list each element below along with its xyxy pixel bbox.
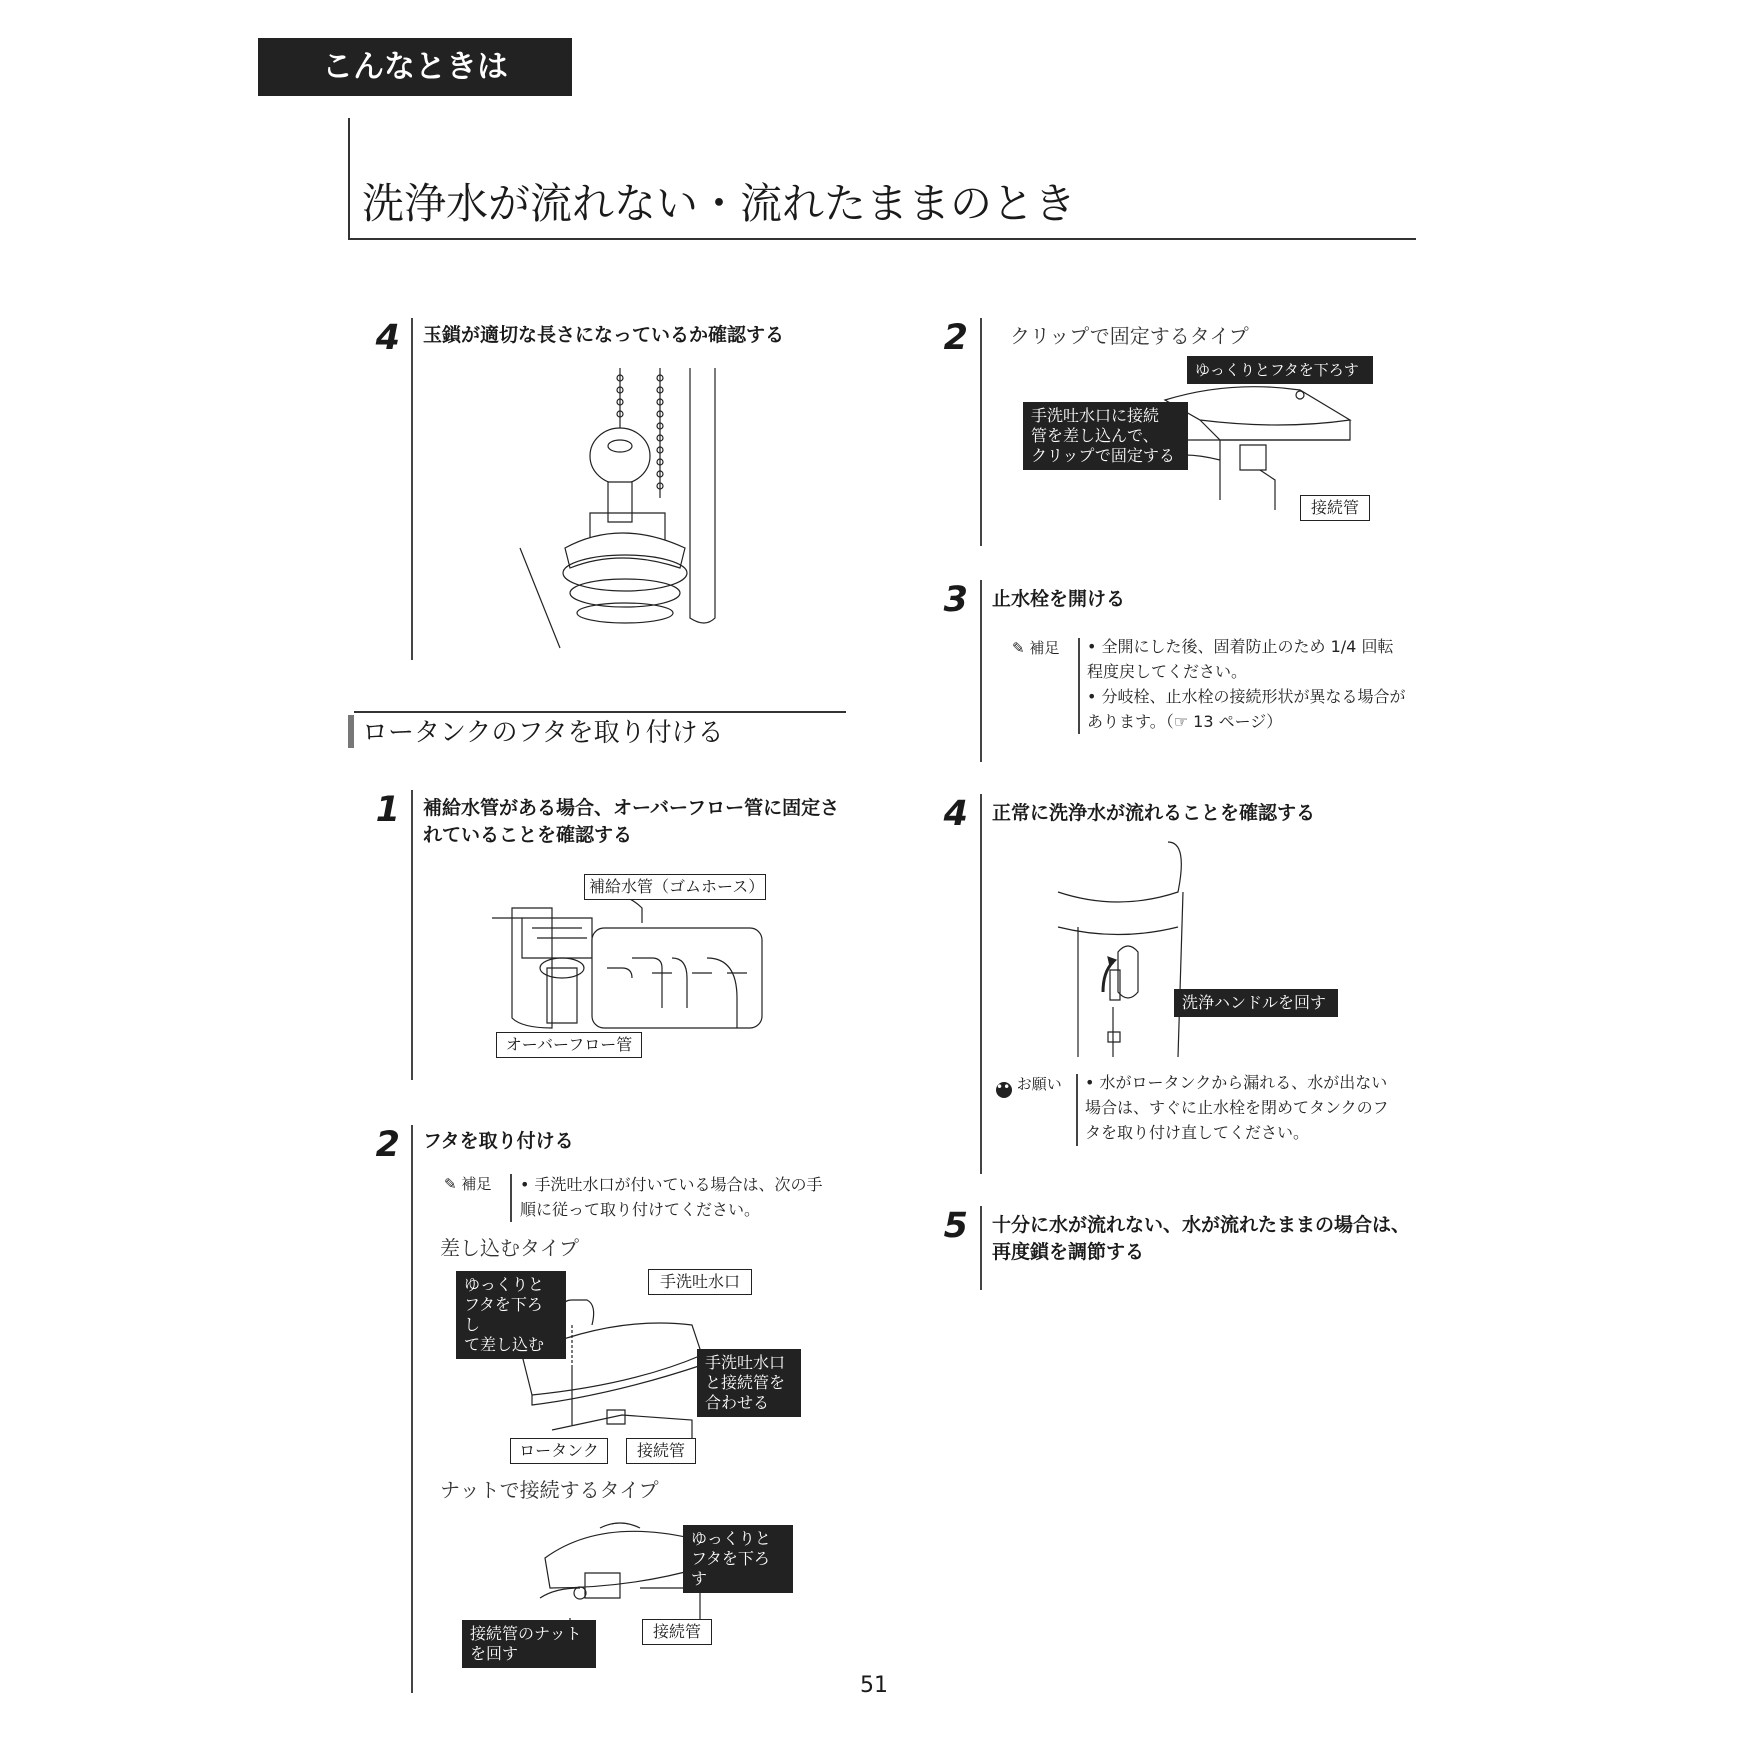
step-rule xyxy=(980,318,982,546)
pencil-icon: ✎ xyxy=(1012,639,1025,657)
step-title: 玉鎖が適切な長さになっているか確認する xyxy=(423,324,785,346)
step-number: 4 xyxy=(943,794,968,834)
step-rule xyxy=(411,1125,413,1693)
callout-dark: 手洗吐水口 と接続管を 合わせる xyxy=(697,1349,801,1417)
note-rule xyxy=(1076,1074,1078,1146)
step-number: 3 xyxy=(943,580,968,620)
note-label xyxy=(996,1072,1062,1098)
section-heading-bar xyxy=(348,715,354,748)
step-title: 補給水管がある場合、オーバーフロー管に固定されていることを確認する xyxy=(423,797,840,846)
page-number: 51 xyxy=(860,1673,888,1698)
note-label-text: 補足 xyxy=(461,1175,492,1193)
note-text: • 分岐栓、止水栓の接続形状が異なる場合があります。（☞ 13 ページ） xyxy=(1087,687,1406,731)
step-rule xyxy=(980,1206,982,1290)
callout-dark: 洗浄ハンドルを回す xyxy=(1174,989,1338,1017)
note-text: • 水がロータンクから漏れる、水が出ない場合は、すぐに止水栓を閉めてタンクのフタを取り付け直してください。 xyxy=(1085,1073,1389,1142)
step-rule xyxy=(411,790,413,1080)
title-rule-horizontal xyxy=(348,238,1416,240)
step-rule xyxy=(411,318,413,660)
callout-label: 補給水管（ゴムホース） xyxy=(584,874,766,900)
subheading: ナットで接続するタイプ xyxy=(440,1478,659,1502)
note-text: • 手洗吐水口が付いている場合は、次の手順に従って取り付けてください。 xyxy=(520,1175,823,1219)
note-label xyxy=(444,1172,491,1196)
title-rule-vertical xyxy=(348,118,350,239)
callout-label: 接続管 xyxy=(626,1438,696,1464)
note-rule xyxy=(510,1174,512,1222)
callout-label: 手洗吐水口 xyxy=(648,1269,752,1295)
section-heading-rule xyxy=(354,711,846,713)
section-heading: ロータンクのフタを取り付ける xyxy=(362,718,724,748)
callout-dark: ゆっくりとフタを下ろす xyxy=(1187,356,1373,384)
step-rule xyxy=(980,580,982,762)
step-number: 2 xyxy=(375,1125,400,1165)
subheading: クリップで固定するタイプ xyxy=(1010,324,1249,348)
callout-label: 接続管 xyxy=(642,1619,712,1645)
step-number: 4 xyxy=(375,318,400,358)
page-title: 洗浄水が流れない・流れたままのとき xyxy=(362,179,1077,228)
step-title: 十分に水が流れない、水が流れたままの場合は、再度鎖を調節する xyxy=(992,1214,1411,1263)
callout-label: ロータンク xyxy=(510,1438,608,1464)
note-text: • 全開にした後、固着防止のため 1/4 回転程度戻してください。 xyxy=(1087,637,1394,681)
note-label xyxy=(1012,636,1059,660)
pencil-icon: ✎ xyxy=(444,1175,457,1193)
note-rule xyxy=(1078,638,1080,734)
callout-label: オーバーフロー管 xyxy=(496,1032,642,1058)
step-rule xyxy=(980,794,982,1174)
step-title: 止水栓を開ける xyxy=(992,588,1126,610)
attention-icon: ••• xyxy=(996,1082,1012,1098)
chain-valve-illustration xyxy=(520,368,730,658)
flush-handle-illustration xyxy=(1058,842,1188,1057)
callout-dark: 手洗吐水口に接続 管を差し込んで、 クリップで固定する xyxy=(1023,402,1188,470)
note-label-text: お願い xyxy=(1016,1075,1062,1093)
note-label-text: 補足 xyxy=(1029,639,1060,657)
clip-type-illustration xyxy=(1160,380,1356,510)
section-tab: こんなときは xyxy=(258,38,572,96)
step-number: 2 xyxy=(943,318,968,358)
callout-label: 接続管 xyxy=(1300,495,1370,521)
callout-dark: ゆっくりと フタを下ろす xyxy=(683,1525,793,1593)
step-title: 正常に洗浄水が流れることを確認する xyxy=(992,802,1316,824)
callout-dark: ゆっくりと フタを下ろし て差し込む xyxy=(456,1271,566,1359)
step-number: 5 xyxy=(943,1206,968,1246)
callout-dark: 接続管のナット を回す xyxy=(462,1620,596,1668)
step-title: フタを取り付ける xyxy=(423,1130,574,1152)
subheading: 差し込むタイプ xyxy=(440,1236,579,1260)
step-number: 1 xyxy=(375,790,400,830)
